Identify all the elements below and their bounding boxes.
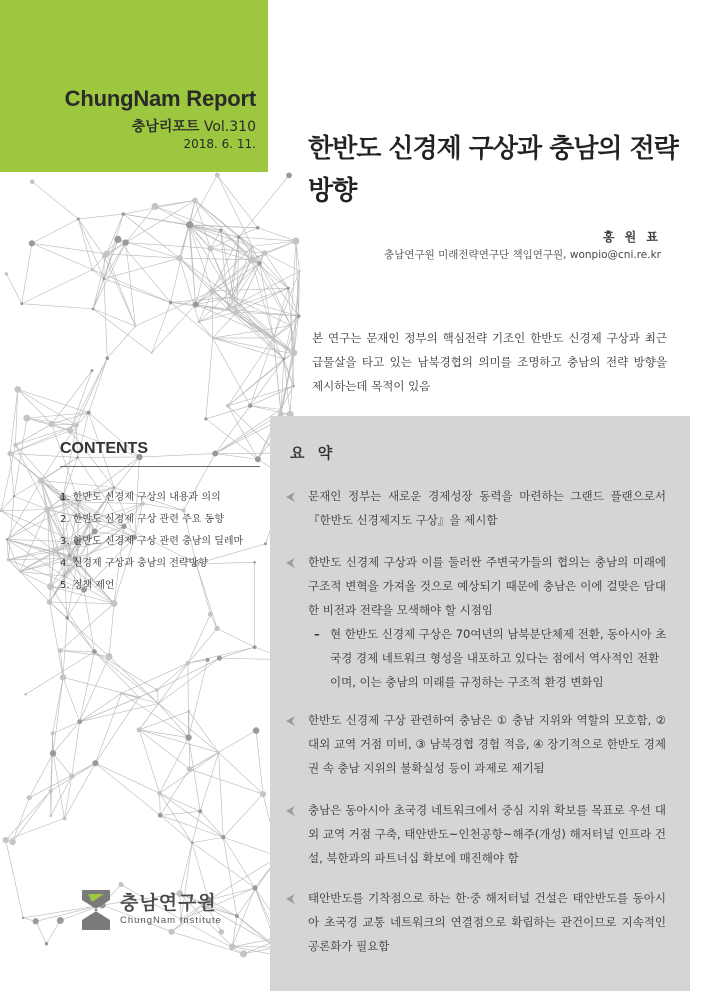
network-node (106, 653, 113, 660)
network-link (180, 258, 228, 309)
network-node (260, 791, 266, 797)
network-node (237, 235, 241, 239)
network-node (20, 302, 23, 305)
summary-title: 요 약 (290, 444, 337, 462)
network-link (195, 200, 252, 246)
network-link (32, 219, 78, 243)
network-node (212, 337, 214, 339)
network-link (232, 297, 294, 353)
network-node (229, 943, 236, 950)
summary-bullet-text: 충남은 동아시아 초국경 네트워크에서 중심 지위 확보를 목표로 우선 대외 교역 거점 구축, 태안반도~인천공항~해주(개성) 해저터널 인프라 건설, 북한과의 파트너십 확보에 매진해야 함 (308, 803, 666, 865)
network-link (93, 309, 152, 353)
network-link (78, 219, 92, 270)
network-node (87, 411, 91, 415)
network-link (80, 697, 139, 721)
institute-name-en: ChungNam Institute (120, 915, 222, 926)
network-link (256, 731, 263, 795)
network-link (160, 793, 161, 815)
network-link (32, 182, 78, 219)
network-link (223, 837, 255, 888)
report-title: 한반도 신경제 구상과 충남의 전략 방향 (308, 134, 678, 206)
network-link (53, 677, 63, 733)
network-link (70, 371, 92, 431)
network-node (226, 307, 230, 311)
network-link (213, 312, 237, 338)
network-node (256, 226, 260, 230)
network-link (84, 590, 94, 652)
network-node (111, 600, 118, 607)
network-link (139, 730, 218, 753)
network-link (273, 288, 288, 338)
network-link (53, 677, 63, 753)
network-node (57, 917, 64, 924)
network-link (189, 738, 201, 812)
network-link (50, 602, 114, 603)
network-link (32, 243, 93, 269)
network-node (122, 239, 128, 245)
network-node (65, 616, 69, 620)
network-node (292, 237, 299, 244)
network-node (23, 415, 30, 422)
network-link (232, 260, 252, 297)
network-node (49, 815, 52, 818)
network-node (251, 245, 254, 248)
network-node (297, 314, 301, 318)
network-node (206, 658, 210, 662)
network-link (139, 663, 188, 730)
network-node (187, 710, 190, 713)
network-link (188, 628, 217, 663)
network-link (63, 677, 80, 721)
network-link (239, 237, 296, 241)
network-link (155, 200, 195, 206)
network-node (74, 423, 79, 428)
network-link (188, 647, 255, 663)
summary-bullet-text: 한반도 신경제 구상 관련하여 충남은 ① 충남 지위와 역할의 모호함, ② 대외 교역 거점 미비, ③ 남북경협 경험 적음, ④ 장기적으로 한반도 경제권 속 충남 지위의 불확실성 등이 과제로 제기됨 (308, 713, 666, 775)
report-issue (132, 116, 256, 136)
network-link (228, 359, 284, 406)
network-link (160, 769, 189, 815)
network-node (215, 173, 220, 178)
summary-bullet-text: 문재인 정부는 새로운 경제성장 동력을 마련하는 그랜드 플랜으로서 『한반도 신경제지도 구상』을 제시함 (308, 489, 666, 527)
network-link (104, 258, 180, 279)
network-node (158, 813, 163, 818)
network-node (197, 320, 200, 323)
author-affiliation: 충남연구원 미래전략연구단 책임연구원, wonpio@cni.re.kr (384, 249, 661, 261)
network-node (258, 261, 262, 265)
network-node (52, 548, 57, 553)
network-node (286, 172, 292, 178)
intro-paragraph: 본 연구는 문재인 정부의 핵심전략 기조인 한반도 신경제 구상과 최근 급물살을 타고 있는 남북경협의 의미를 조명하고 충남의 전략 방향을 제시하는데 목적이 있음 (312, 331, 667, 393)
chevron-left-icon (286, 492, 295, 502)
network-link (217, 175, 257, 228)
network-link (7, 498, 63, 540)
contents-item[interactable]: 2. 한반도 신경제 구상 관련 주요 동향 (60, 514, 224, 525)
summary-subitem (314, 622, 670, 694)
network-node (198, 809, 202, 813)
network-node (290, 325, 292, 327)
network-link (219, 647, 254, 658)
network-node (290, 349, 297, 356)
summary-bullet (286, 484, 666, 532)
network-node (272, 336, 276, 340)
network-node (90, 369, 93, 372)
chevron-left-icon (286, 894, 295, 904)
network-node (219, 229, 222, 232)
network-node (29, 240, 35, 246)
network-node (214, 626, 219, 631)
network-link (78, 214, 123, 219)
network-link (189, 660, 208, 738)
network-link (219, 753, 224, 838)
network-node (77, 719, 82, 724)
network-link (53, 753, 72, 776)
network-node (248, 256, 255, 263)
network-node (137, 727, 142, 732)
network-link (63, 677, 139, 697)
network-link (284, 326, 291, 359)
network-link (109, 604, 114, 657)
network-link (273, 338, 281, 414)
network-link (199, 291, 213, 322)
network-node (234, 309, 240, 315)
network-link (50, 602, 63, 677)
network-node (13, 443, 17, 447)
author-name: 홍 원 표 (602, 230, 661, 244)
network-node (187, 766, 193, 772)
network-node (176, 255, 182, 261)
network-link (18, 389, 89, 412)
network-node (92, 760, 98, 766)
network-link (260, 263, 299, 316)
network-node (152, 203, 159, 210)
summary-bullet (286, 798, 666, 870)
network-node (217, 751, 220, 754)
network-node (151, 352, 153, 354)
network-link (192, 837, 223, 842)
summary-bullet-text: 태안반도를 기착점으로 하는 한·중 해저터널 건설은 태안반도를 동아시아 초국경 교통 네트워크의 연결점으로 확립하는 관건이므로 지속적인 공론화가 필요함 (308, 891, 666, 953)
network-link (152, 302, 171, 352)
network-node (14, 386, 21, 393)
network-link (80, 704, 159, 722)
network-link (89, 358, 108, 412)
network-link (13, 798, 30, 842)
network-node (92, 307, 95, 310)
network-link (139, 730, 189, 769)
network-node (293, 385, 295, 387)
network-link (188, 660, 208, 663)
network-node (30, 180, 35, 185)
network-node (193, 301, 199, 307)
network-link (123, 214, 179, 258)
network-link (95, 693, 121, 763)
network-node (114, 236, 121, 243)
network-link (265, 253, 289, 288)
issue-series-name: 충남리포트 (131, 119, 200, 135)
network-node (22, 917, 24, 919)
network-node (77, 217, 80, 220)
network-node (279, 408, 282, 411)
network-node (248, 404, 252, 408)
network-link (239, 175, 289, 237)
network-node (33, 918, 39, 924)
network-node (204, 417, 207, 420)
issue-volume: Vol.310 (203, 119, 256, 135)
contents-box (60, 440, 270, 597)
summary-panel (270, 416, 690, 991)
report-brand: ChungNam Report (64, 86, 256, 111)
network-node (287, 287, 290, 290)
network-link (6, 840, 23, 918)
network-node (229, 294, 234, 299)
network-link (126, 206, 155, 242)
network-node (47, 599, 53, 605)
network-node (191, 841, 194, 844)
network-node (5, 272, 9, 276)
network-node (186, 221, 193, 228)
network-node (291, 352, 293, 354)
network-node (45, 942, 48, 945)
network-link (92, 256, 104, 269)
summary-bullet (286, 886, 666, 958)
network-node (50, 750, 56, 756)
network-node (103, 277, 106, 280)
contents-item[interactable]: 3. 한반도 신경제 구상 관련 충남의 딜레마 (60, 536, 244, 547)
network-node (9, 839, 15, 845)
network-link (291, 241, 296, 326)
network-node (185, 734, 191, 740)
chevron-left-icon (286, 806, 295, 816)
network-node (19, 570, 21, 572)
network-node (58, 648, 63, 653)
network-link (213, 338, 250, 406)
network-node (38, 477, 45, 484)
network-link (46, 921, 60, 944)
network-link (104, 214, 123, 279)
network-link (36, 921, 47, 943)
network-link (223, 794, 263, 837)
network-node (138, 696, 141, 699)
network-link (8, 560, 19, 572)
network-link (139, 711, 189, 730)
network-node (240, 950, 247, 957)
network-node (282, 358, 285, 361)
chevron-left-icon (286, 716, 295, 726)
contents-item[interactable]: 4. 신경제 구상과 충남의 전략방향 (60, 558, 208, 569)
network-node (44, 506, 51, 513)
network-link (160, 753, 219, 794)
network-link (219, 753, 263, 795)
network-link (190, 200, 195, 224)
network-link (22, 270, 93, 304)
network-link (188, 663, 189, 737)
network-node (253, 645, 257, 649)
network-link (199, 322, 213, 338)
network-link (196, 248, 211, 304)
network-node (120, 692, 123, 695)
network-link (80, 652, 95, 722)
network-link (206, 338, 213, 419)
network-link (192, 843, 255, 888)
network-node (3, 837, 9, 843)
network-node (169, 301, 173, 305)
network-node (186, 661, 191, 666)
network-link (22, 304, 93, 309)
network-link (252, 246, 299, 271)
dash-marker: – (314, 627, 320, 641)
network-link (160, 815, 192, 842)
network-node (192, 198, 198, 204)
network-node (67, 428, 73, 434)
contents-heading: CONTENTS (60, 440, 260, 467)
network-node (157, 791, 162, 796)
contents-item[interactable]: 5. 정책 제언 (60, 580, 115, 591)
network-node (208, 612, 213, 617)
network-link (32, 243, 107, 254)
network-link (22, 243, 32, 303)
network-node (121, 212, 125, 216)
network-node (217, 656, 222, 661)
network-link (152, 305, 196, 353)
network-node (157, 702, 160, 705)
network-link (139, 690, 157, 697)
network-link (107, 326, 135, 358)
network-link (250, 359, 284, 406)
network-link (52, 371, 92, 424)
summary-subitem-text: 현 한반도 신경제 구상은 70여년의 남북분단체제 전환, 동아시아 초국경 경제 네트워크 형성을 내포하고 있다는 점에서 역사적인 전환이며, 이는 충남의 미래를 규정하는 구조적 환경 변화임 (330, 627, 667, 689)
summary-bullet-text: 한반도 신경제 구상과 이를 둘러싼 주변국가들의 협의는 충남의 미래에 구조적 변혁을 가져올 것으로 예상되기 때문에 충남은 이에 걸맞은 담대한 비전과 전략을 모색해야 할 시점임 (308, 555, 666, 617)
network-link (160, 811, 200, 815)
network-node (92, 649, 97, 654)
network-link (1, 496, 14, 510)
contents-item[interactable]: 1. 한반도 신경제 구상의 내용과 의의 (60, 492, 221, 503)
network-link (94, 652, 156, 690)
network-link (93, 279, 104, 309)
network-node (6, 538, 8, 540)
network-node (209, 288, 215, 294)
institute-name-ko: 충남연구원 (120, 892, 217, 914)
network-node (49, 421, 55, 427)
network-link (94, 652, 158, 704)
network-link (195, 200, 210, 248)
network-link (51, 776, 72, 816)
network-link (250, 406, 290, 415)
summary-bullet (286, 708, 666, 780)
network-node (27, 795, 32, 800)
report-masthead (0, 0, 268, 172)
network-node (69, 773, 75, 779)
institute-logo (80, 886, 260, 936)
network-node (91, 268, 94, 271)
network-node (7, 451, 12, 456)
network-link (15, 424, 51, 445)
network-link (160, 793, 224, 837)
network-link (160, 738, 189, 794)
network-link (190, 769, 263, 794)
network-link (157, 690, 159, 704)
summary-bullet (286, 550, 666, 622)
network-link (139, 730, 159, 793)
network-node (47, 583, 54, 590)
network-link (213, 288, 289, 291)
network-link (70, 358, 107, 431)
network-node (298, 270, 300, 272)
network-link (67, 618, 94, 652)
network-link (6, 274, 21, 304)
network-link (20, 572, 51, 587)
network-node (226, 404, 230, 408)
network-node (134, 325, 136, 327)
network-link (188, 614, 211, 663)
report-date: 2018. 6. 11. (183, 137, 256, 151)
network-node (51, 731, 55, 735)
network-link (217, 628, 255, 647)
network-link (217, 175, 252, 246)
network-node (25, 693, 27, 695)
network-node (7, 558, 10, 561)
network-node (60, 674, 66, 680)
network-link (95, 697, 139, 763)
network-node (49, 789, 53, 793)
network-node (13, 495, 15, 497)
network-link (139, 730, 188, 738)
network-link (26, 652, 95, 695)
network-node (62, 816, 66, 820)
network-node (155, 688, 159, 692)
institute-logo-icon (80, 888, 116, 932)
network-link (10, 454, 63, 498)
network-node (207, 246, 213, 252)
network-link (180, 225, 190, 258)
network-node (221, 835, 225, 839)
network-node (253, 727, 260, 734)
chevron-left-icon (286, 558, 295, 568)
network-node (102, 254, 106, 258)
network-link (228, 338, 273, 406)
network-node (262, 250, 268, 256)
network-node (105, 356, 109, 360)
